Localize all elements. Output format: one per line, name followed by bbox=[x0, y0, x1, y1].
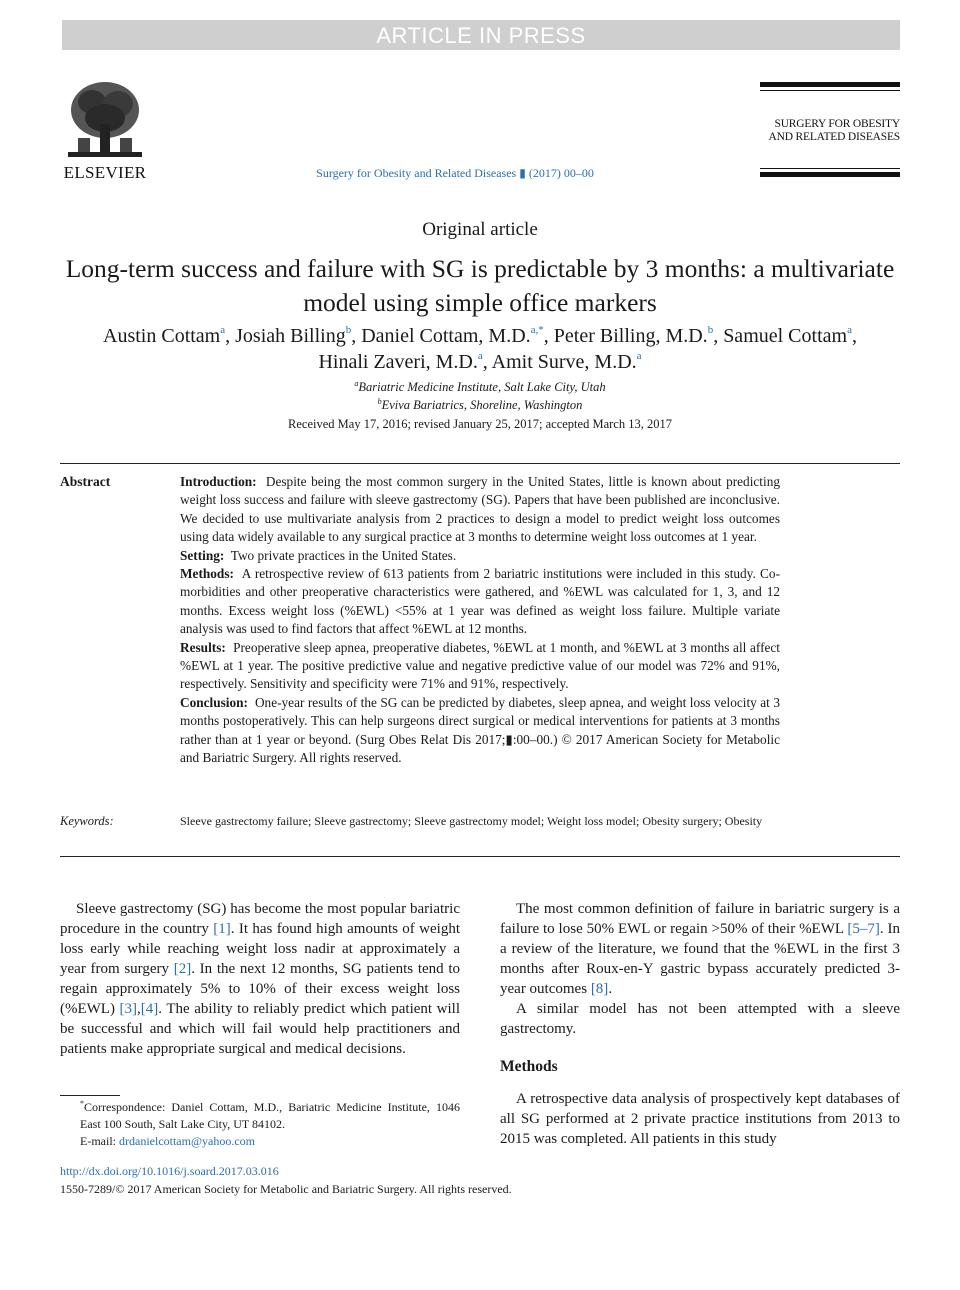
text-run: . In a review of the literature, we found that the %EWL in the first 3 months after Roux-en-Y gastric bypass accurately predicted 3-year outcomes bbox=[500, 921, 900, 997]
author: Hinali Zaveri, M.D. bbox=[318, 351, 478, 373]
affiliation-mark: b bbox=[377, 397, 382, 406]
article-in-press-banner: ARTICLE IN PRESS bbox=[62, 20, 900, 50]
citation-link[interactable]: [4] bbox=[140, 1001, 159, 1017]
abstract-section-head: Results: bbox=[180, 639, 226, 655]
abstract-section-text: Despite being the most common surgery in the United States, little is known about predicting weight loss success and failure with sleeve gastrectomy (SG). Papers that have been published are inconclusive. We decided to use multivariate analysis from 2 practices to design a model to predict weight loss outcomes using data widely available to any surgical practice at 3 months to determine weight loss outcomes at 1 year. bbox=[180, 474, 780, 545]
abstract-section-head: Setting: bbox=[180, 547, 225, 563]
tree-emblem-icon bbox=[62, 78, 148, 160]
abstract-section bbox=[180, 473, 780, 547]
abstract-body bbox=[180, 473, 780, 768]
footnote-rule bbox=[60, 1095, 120, 1096]
abstract-label: Abstract bbox=[60, 474, 111, 489]
affiliation bbox=[0, 398, 960, 413]
email-link[interactable]: drdanielcottam@yahoo.com bbox=[119, 1134, 256, 1148]
author: Josiah Billing bbox=[235, 325, 346, 347]
text-run: Sleeve gastrectomy (SG) has become the most popular bariatric procedure in the country bbox=[60, 901, 460, 937]
author-affiliation-mark[interactable]: a,* bbox=[530, 324, 544, 336]
citation-link[interactable]: [5–7] bbox=[847, 921, 880, 937]
footnote-mark: * bbox=[80, 1099, 84, 1108]
body-column-left bbox=[60, 899, 460, 1059]
abstract-section-text: A retrospective review of 613 patients from 2 bariatric institutions were included in this study. Co-morbidities and other preoperative characteristics were gathered, and %EWL was calculated for 1, 3, and 12 months. Excess weight loss (%EWL) <55% at 1 year was defined as weight loss failure. Multiple variate analysis was used to find factors that affect %EWL at 12 months. bbox=[180, 566, 780, 637]
text-run: The most common definition of failure in bariatric surgery is a failure to lose 50% EWL or regain >50% of their %EWL bbox=[500, 901, 900, 937]
text-run: , bbox=[137, 1001, 141, 1017]
author-separator: , bbox=[351, 325, 362, 347]
journal-reference[interactable]: Surgery for Obesity and Related Diseases ▮ (2017) 00–00 bbox=[316, 166, 594, 180]
author-affiliation-mark[interactable]: a bbox=[220, 324, 226, 336]
author-affiliation-mark[interactable]: a bbox=[477, 350, 483, 362]
email-label: E-mail: bbox=[80, 1134, 119, 1148]
author-affiliation-mark[interactable]: b bbox=[345, 324, 352, 336]
author-separator: , bbox=[543, 325, 554, 347]
author: Austin Cottam bbox=[103, 325, 221, 347]
keywords-label: Keywords: bbox=[60, 814, 114, 828]
author-list bbox=[40, 323, 920, 375]
text-run: . In the next 12 months, SG patients tend to regain approximately 5% to 10% of their excess weight loss (%EWL) bbox=[60, 961, 461, 1017]
journal-rule-top bbox=[760, 82, 900, 87]
citation-link[interactable]: [3] bbox=[119, 1001, 138, 1017]
journal-name bbox=[700, 118, 900, 144]
abstract-rule-top bbox=[60, 463, 900, 464]
affiliation-text: Eviva Bariatrics, Shoreline, Washington bbox=[381, 398, 583, 412]
author: Amit Surve, M.D. bbox=[491, 351, 637, 373]
journal-rule-top-thin bbox=[760, 90, 900, 91]
text-run: . The ability to reliably predict which patient will be successful and which will fail would help practitioners and patients make appropriate surgical and medical decisions. bbox=[60, 1001, 460, 1057]
citation-link[interactable]: [8] bbox=[590, 981, 609, 997]
text-run: . bbox=[608, 981, 613, 997]
abstract-section-head: Methods: bbox=[180, 566, 234, 582]
correspondence-footnote bbox=[60, 1099, 460, 1150]
journal-rule-bottom-thin bbox=[760, 168, 900, 169]
abstract-section-text: Preoperative sleep apnea, preoperative diabetes, %EWL at 1 month, and %EWL at 3 months all affect %EWL at 1 year. The positive predictive value and negative predictive value of our model was 72% and 91%, respectively. Sensitivity and specificity were 71% and 91%, respectively. bbox=[180, 639, 780, 692]
author-separator: , bbox=[851, 325, 857, 347]
author-separator: , bbox=[225, 325, 236, 347]
elsevier-logo bbox=[58, 78, 152, 182]
journal-name-line1: SURGERY FOR OBESITY bbox=[774, 118, 900, 130]
author: Peter Billing, M.D. bbox=[553, 325, 708, 347]
citation-link[interactable]: [2] bbox=[173, 961, 192, 977]
journal-rule-bottom bbox=[760, 172, 900, 177]
abstract-section bbox=[180, 639, 780, 694]
author: Samuel Cottam bbox=[723, 325, 848, 347]
doi-link[interactable]: http://dx.doi.org/10.1016/j.soard.2017.03.016 bbox=[60, 1164, 279, 1178]
abstract-section-head: Introduction: bbox=[180, 474, 257, 489]
received-dates: Received May 17, 2016; revised January 25, 2017; accepted March 13, 2017 bbox=[288, 417, 672, 431]
footnote-email bbox=[60, 1133, 460, 1150]
body-paragraph: A similar model has not been attempted with a sleeve gastrectomy. bbox=[500, 1001, 900, 1037]
affiliation-text: Bariatric Medicine Institute, Salt Lake City, Utah bbox=[358, 380, 606, 394]
footnote-correspondence bbox=[60, 1099, 460, 1133]
body-column-right-methods bbox=[500, 1089, 900, 1149]
body-paragraph: A retrospective data analysis of prospectively kept databases of all SG performed at 2 private practice institutions from 2013 to 2015 was completed. All patients in this study bbox=[500, 1091, 900, 1147]
citation-link[interactable]: [1] bbox=[213, 921, 231, 937]
body-paragraph bbox=[60, 899, 460, 1059]
keywords-text: Sleeve gastrectomy failure; Sleeve gastrectomy; Sleeve gastrectomy model; Weight loss model; Obesity surgery; Obesity bbox=[180, 814, 763, 828]
affiliation bbox=[0, 380, 960, 395]
author-separator: , bbox=[713, 325, 724, 347]
abstract-rule-bottom bbox=[60, 856, 900, 857]
footnote-text: Correspondence: Daniel Cottam, M.D., Bariatric Medicine Institute, 1046 East 100 South, Salt Lake City, UT 84102. bbox=[80, 1100, 460, 1131]
journal-name-line2: AND RELATED DISEASES bbox=[768, 131, 900, 143]
affiliation-mark: a bbox=[354, 379, 359, 388]
abstract-section bbox=[180, 565, 780, 639]
author-affiliation-mark[interactable]: b bbox=[707, 324, 714, 336]
copyright-line: 1550-7289/© 2017 American Society for Metabolic and Bariatric Surgery. All rights reserved. bbox=[60, 1182, 512, 1196]
article-title: Long-term success and failure with SG is predictable by 3 months: a multivariate model using simple office markers bbox=[65, 254, 895, 317]
abstract-section-text: Two private practices in the United States. bbox=[230, 547, 457, 563]
author-separator: , bbox=[482, 351, 492, 373]
abstract-section-head: Conclusion: bbox=[180, 694, 248, 710]
author-affiliation-mark[interactable]: a bbox=[847, 324, 852, 336]
abstract-section bbox=[180, 694, 780, 768]
section-heading-methods: Methods bbox=[500, 1058, 558, 1075]
publisher-name: ELSEVIER bbox=[63, 163, 147, 182]
body-paragraph bbox=[500, 899, 900, 999]
author: Daniel Cottam, M.D. bbox=[361, 325, 531, 347]
abstract-section-text: One-year results of the SG can be predicted by diabetes, sleep apnea, and weight loss velocity at 3 months postoperatively. This can help surgeons direct surgical or medical interventions for patients at 3 months rather than at 1 year or beyond. (Surg Obes Relat Dis 2017;▮:00–00.) © 2017 American Society for Metabolic and Bariatric Surgery. All rights reserved. bbox=[180, 694, 780, 766]
author-affiliation-mark[interactable]: a bbox=[636, 350, 642, 362]
article-type: Original article bbox=[422, 219, 538, 240]
body-column-right bbox=[500, 899, 900, 1039]
text-run: . It has found high amounts of weight loss early while reaching weight loss nadir at approximately a year from surgery bbox=[60, 921, 460, 977]
abstract-section bbox=[180, 547, 780, 565]
